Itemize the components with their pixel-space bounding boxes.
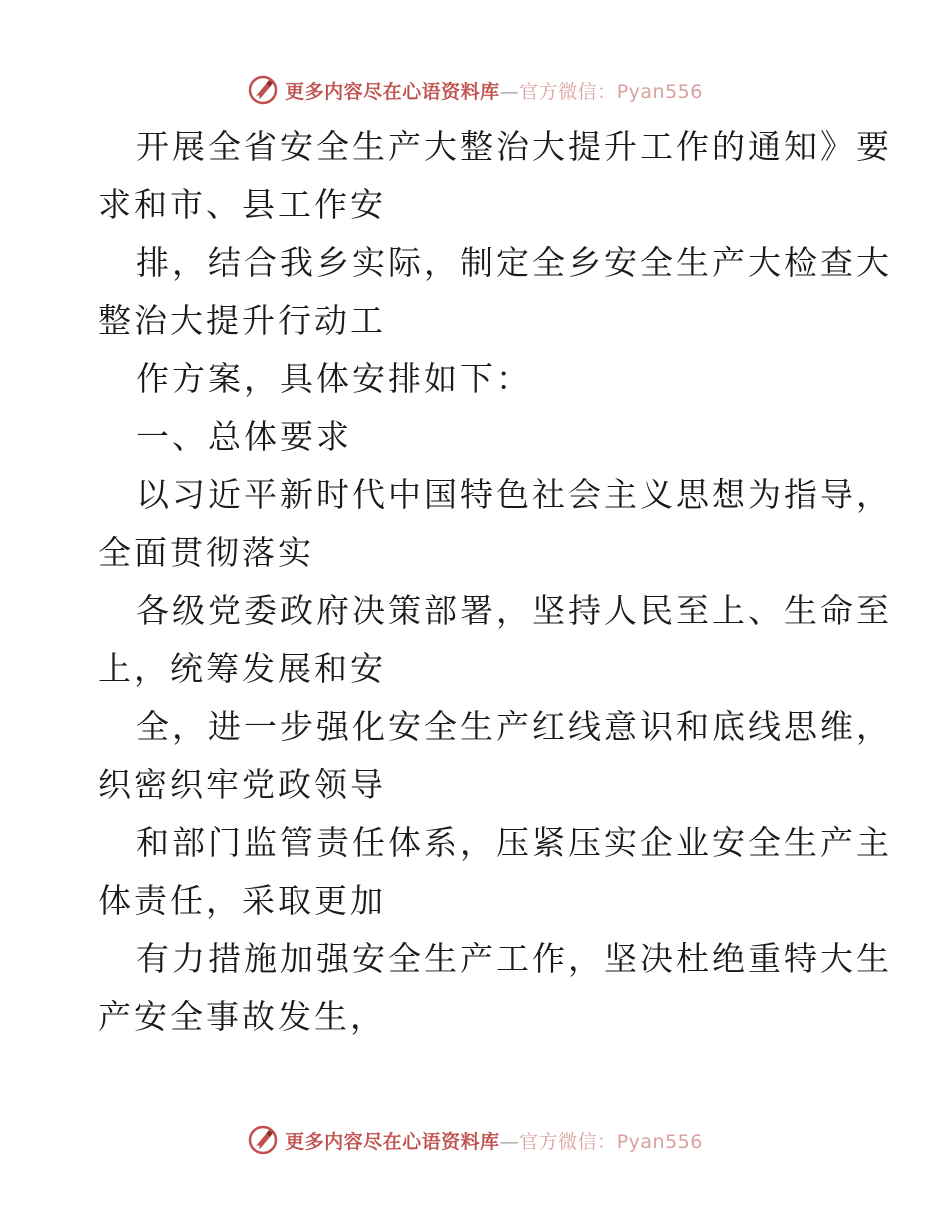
paragraph-line: 各级党委政府决策部署，坚持人民至上、生命至 (136, 591, 892, 630)
paragraph-continuation: 体责任，采取更加 (98, 881, 386, 920)
watermark-text (285, 77, 703, 104)
paragraph (98, 698, 892, 814)
paragraph (98, 582, 892, 698)
paragraph-line: 开展全省安全生产大整治大提升工作的通知》要 (136, 127, 892, 166)
paragraph-line: 有力措施加强安全生产工作，坚决杜绝重特大生 (136, 939, 892, 978)
watermark-wechat-id: Pyan556 (616, 1130, 703, 1153)
paragraph-continuation: 上，统筹发展和安 (98, 649, 386, 688)
paragraph (98, 118, 892, 234)
watermark-separator: — (499, 80, 520, 103)
paragraph-continuation: 织密织牢党政领导 (98, 765, 386, 804)
watermark-text (285, 1127, 703, 1154)
watermark-wechat-id: Pyan556 (616, 80, 703, 103)
paragraph-continuation: 全面贯彻落实 (98, 533, 314, 572)
footer-watermark (0, 1120, 950, 1160)
watermark-wechat-label: 官方微信： (519, 80, 617, 103)
paragraph-line: 和部门监管责任体系，压紧压实企业安全生产主 (136, 823, 892, 862)
paragraph (98, 814, 892, 930)
paragraph (98, 350, 858, 408)
paragraph (98, 466, 892, 582)
header-watermark (0, 70, 950, 110)
paragraph-line: 以习近平新时代中国特色社会主义思想为指导， (136, 475, 892, 514)
paragraph-continuation: 整治大提升行动工 (98, 301, 386, 340)
watermark-site-text: 更多内容尽在心语资料库 (285, 80, 500, 103)
section-heading (98, 408, 858, 466)
watermark-site-text: 更多内容尽在心语资料库 (285, 1130, 500, 1153)
document-body (98, 118, 892, 1046)
paragraph-line: 作方案，具体安排如下： (136, 359, 532, 398)
paragraph-line: 排，结合我乡实际，制定全乡安全生产大检查大 (136, 243, 892, 282)
watermark-wechat-label: 官方微信： (519, 1130, 617, 1153)
paragraph-line: 全，进一步强化安全生产红线意识和底线思维， (136, 707, 892, 746)
paragraph (98, 930, 892, 1046)
pen-nib-logo-icon (247, 74, 279, 106)
pen-nib-logo-icon (247, 1124, 279, 1156)
paragraph-continuation: 产安全事故发生， (98, 997, 386, 1036)
watermark-separator: — (499, 1130, 520, 1153)
section-heading-text: 一、总体要求 (136, 417, 352, 456)
paragraph-continuation: 求和市、县工作安 (98, 185, 386, 224)
paragraph (98, 234, 892, 350)
